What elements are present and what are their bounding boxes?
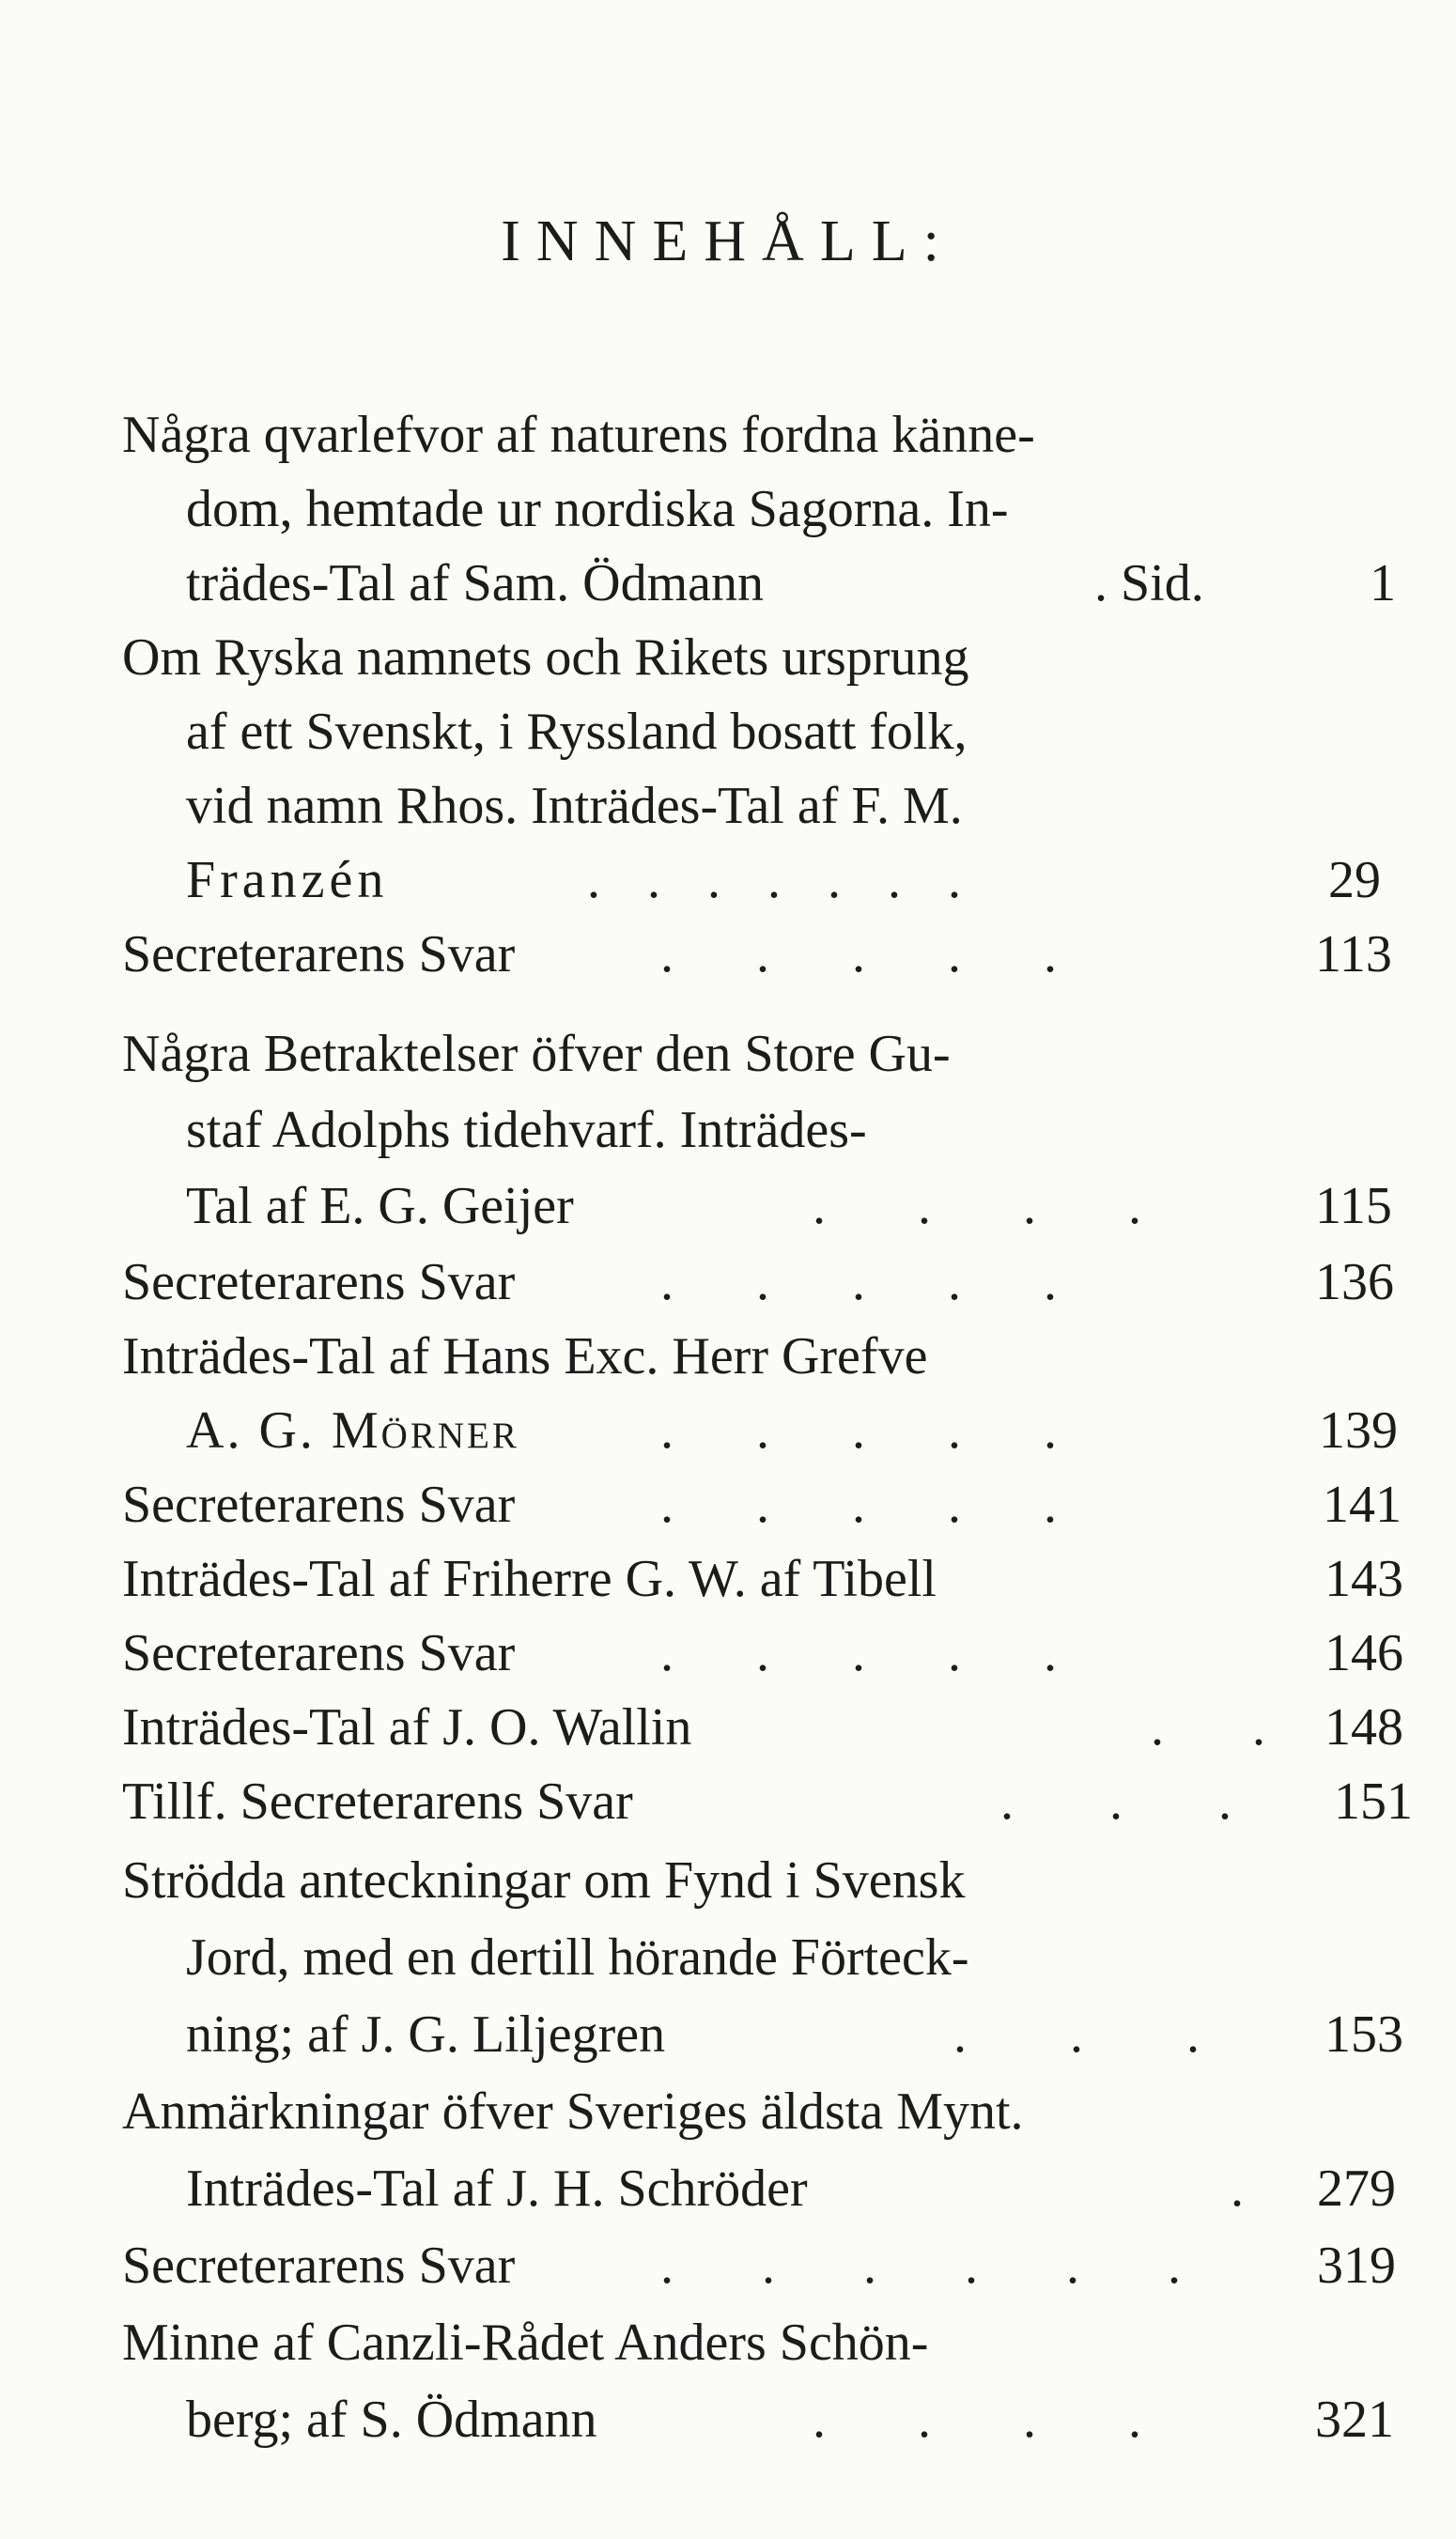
toc-leader: . . . . . <box>660 925 1092 983</box>
toc-line <box>0 694 1456 769</box>
toc-line-text: Tillf. Secreterarens Svar <box>122 1773 633 1831</box>
toc-line-text: Strödda anteckningar om Fynd i Svensk <box>122 1851 966 1910</box>
toc-page-number: 153 <box>1324 2005 1403 2064</box>
toc-leader: . . . <box>953 2005 1245 2064</box>
toc-line <box>0 1764 1456 1839</box>
toc-line <box>0 1016 1456 1091</box>
toc-page-number: 151 <box>1334 1773 1413 1831</box>
toc-line-text: vid namn Rhos. Inträdes-Tal af F. M. <box>186 777 963 835</box>
toc-line-text: trädes-Tal af Sam. Ödmann <box>186 554 764 612</box>
toc-page-number: 143 <box>1324 1550 1403 1608</box>
toc-line <box>0 1616 1456 1691</box>
page-heading: INNEHÅLL: <box>501 209 955 273</box>
toc-leader: . . <box>1151 1698 1303 1757</box>
toc-line-text: A. G. Mörner <box>186 1401 519 1460</box>
toc-line <box>0 2151 1456 2226</box>
toc-line <box>0 768 1456 844</box>
toc-leader: . . . <box>1000 1773 1273 1831</box>
toc-leader: . . . . . <box>660 1624 1092 1682</box>
toc-line <box>0 546 1456 621</box>
toc-line <box>0 1997 1456 2072</box>
toc-line <box>0 620 1456 695</box>
toc-line-text: berg; af S. Ödmann <box>186 2391 597 2449</box>
toc-line-text: Secreterarens Svar <box>122 1476 516 1534</box>
toc-line-text: Inträdes-Tal af J. O. Wallin <box>122 1698 692 1757</box>
toc-page-number: 321 <box>1315 2391 1394 2449</box>
toc-line-text: Anmärkningar öfver Sveriges äldsta Mynt. <box>122 2082 1024 2141</box>
toc-page-number: 148 <box>1324 1698 1403 1757</box>
toc-line <box>0 1393 1456 1468</box>
toc-line-text: dom, hemtade ur nordiska Sagorna. In- <box>186 480 1009 538</box>
toc-line <box>0 397 1456 472</box>
toc-leader: . . . . . <box>660 1476 1092 1534</box>
toc-line-text: Tal af E. G. Geijer <box>186 1177 574 1235</box>
toc-line <box>0 472 1456 547</box>
toc-line <box>0 1319 1456 1394</box>
toc-line-text: Inträdes-Tal af J. H. Schröder <box>186 2160 808 2218</box>
toc-line-text: Secreterarens Svar <box>122 2237 516 2295</box>
toc-leader: . Sid. <box>1094 554 1204 612</box>
toc-line <box>0 2382 1456 2457</box>
toc-line <box>0 1245 1456 1320</box>
toc-line-text: Jord, med en dertill hörande Förteck- <box>186 1928 969 1987</box>
toc-page-number: 319 <box>1317 2237 1396 2295</box>
toc-line <box>0 1843 1456 1918</box>
toc-line-text: ning; af J. G. Liljegren <box>186 2005 666 2064</box>
toc-line <box>0 1690 1456 1765</box>
toc-line <box>0 1541 1456 1617</box>
toc-line <box>0 2228 1456 2303</box>
toc-page-number: 146 <box>1324 1624 1403 1682</box>
toc-line-text: Secreterarens Svar <box>122 1624 516 1682</box>
toc-line <box>0 2074 1456 2149</box>
toc-line-text: staf Adolphs tidehvarf. Inträdes- <box>186 1101 867 1159</box>
toc-line <box>0 1169 1456 1244</box>
toc-leader: . . . . <box>813 2391 1181 2449</box>
toc-leader: . <box>1231 2160 1244 2218</box>
toc-leader: . . . . . . <box>660 2237 1218 2295</box>
toc-leader: . . . . . <box>660 1401 1092 1460</box>
toc-line <box>0 917 1456 992</box>
toc-line <box>0 843 1456 918</box>
toc-line <box>0 1920 1456 1995</box>
toc-page-number: 113 <box>1315 925 1392 983</box>
toc-line-text: Secreterarens Svar <box>122 925 516 983</box>
toc-page-number: 141 <box>1323 1476 1402 1534</box>
toc-line-text: Minne af Canzli-Rådet Anders Schön- <box>122 2314 929 2372</box>
toc-line-text: Secreterarens Svar <box>122 1253 516 1311</box>
toc-page-number: 1 <box>1370 554 1396 612</box>
toc-line-text: Några Betraktelser öfver den Store Gu- <box>122 1025 951 1083</box>
toc-leader: . . . . . . . <box>587 851 978 909</box>
toc-line-text: Några qvarlefvor af naturens fordna känne- <box>122 406 1035 464</box>
toc-leader: . . . . . <box>660 1253 1092 1311</box>
toc-line-text: Inträdes-Tal af Friherre G. W. af Tibell <box>122 1550 937 1608</box>
toc-line-text: Inträdes-Tal af Hans Exc. Herr Grefve <box>122 1327 928 1386</box>
toc-line <box>0 1092 1456 1168</box>
toc-page-number: 139 <box>1319 1401 1398 1460</box>
toc-page-number: 279 <box>1317 2160 1396 2218</box>
toc-leader: . . . . <box>813 1177 1181 1235</box>
toc-line-text: af ett Svenskt, i Ryssland bosatt folk, <box>186 703 968 761</box>
toc-line <box>0 1467 1456 1542</box>
toc-line <box>0 2305 1456 2380</box>
toc-line-text: Franzén <box>186 851 389 909</box>
toc-page-number: 115 <box>1315 1177 1392 1235</box>
toc-page-number: 136 <box>1315 1253 1394 1311</box>
toc-page-number: 29 <box>1328 851 1381 909</box>
toc-line-text: Om Ryska namnets och Rikets ursprung <box>122 628 969 687</box>
